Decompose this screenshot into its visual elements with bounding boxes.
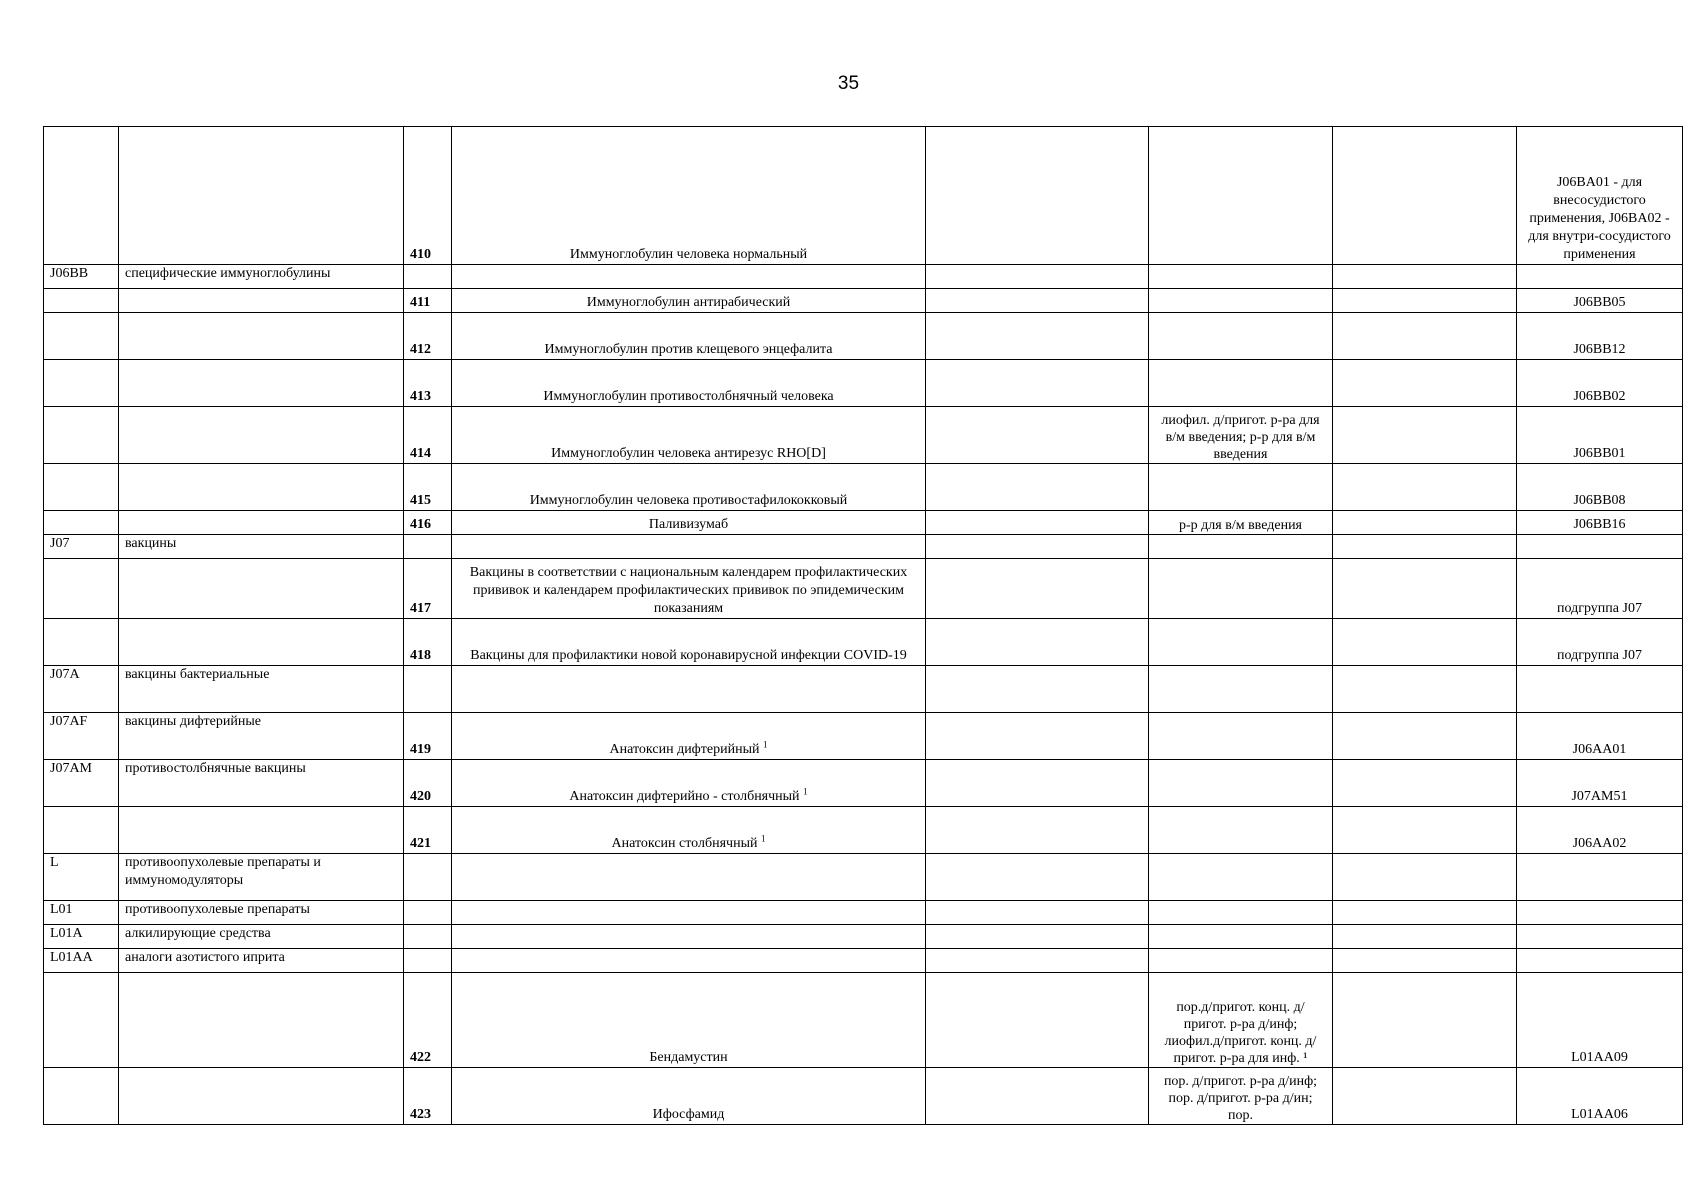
dosage-form-cell <box>1149 949 1333 973</box>
dosage-form-cell <box>1149 713 1333 760</box>
drug-name-cell <box>452 407 926 464</box>
drug-list-table <box>43 126 1683 1125</box>
atc-code-text: J07AM51 <box>1571 789 1628 804</box>
atc-code-text: подгруппа J07 <box>1557 648 1642 663</box>
table-row <box>44 760 1683 807</box>
table-row <box>44 360 1683 407</box>
row-group-text: противостолбнячные вакцины <box>125 761 306 776</box>
empty-cell <box>926 464 1149 511</box>
empty-cell <box>1333 127 1517 265</box>
empty-cell <box>1333 807 1517 854</box>
table-row <box>44 854 1683 901</box>
drug-name-text: Вакцины для профилактики новой коронавирусной инфекции COVID-19 <box>470 648 907 663</box>
row-code-text: L01 <box>50 902 73 917</box>
dosage-form-cell <box>1149 973 1333 1068</box>
drug-name-text: Иммуноглобулин человека нормальный <box>569 247 808 262</box>
empty-cell <box>926 511 1149 535</box>
empty-cell <box>1333 265 1517 289</box>
row-group-cell <box>119 760 404 807</box>
table-row <box>44 289 1683 313</box>
row-number-text: 414 <box>410 446 431 461</box>
empty-cell <box>1333 854 1517 901</box>
empty-cell <box>926 760 1149 807</box>
row-code-cell <box>44 925 119 949</box>
row-group-cell <box>119 901 404 925</box>
row-group-text: вакцины бактериальные <box>125 667 270 682</box>
row-group-cell <box>119 807 404 854</box>
empty-cell <box>926 407 1149 464</box>
row-number-cell <box>404 925 452 949</box>
drug-name-cell <box>452 127 926 265</box>
atc-code-cell <box>1517 619 1683 666</box>
table-row <box>44 511 1683 535</box>
drug-name-cell <box>452 464 926 511</box>
empty-cell <box>1333 360 1517 407</box>
empty-cell <box>1333 925 1517 949</box>
row-group-cell <box>119 313 404 360</box>
table-row <box>44 949 1683 973</box>
empty-cell <box>926 265 1149 289</box>
row-code-cell <box>44 127 119 265</box>
row-number-text: 422 <box>410 1050 431 1065</box>
empty-cell <box>926 854 1149 901</box>
atc-code-cell <box>1517 760 1683 807</box>
drug-name-text: Анатоксин столбнячный <box>611 836 758 851</box>
atc-code-cell <box>1517 901 1683 925</box>
row-group-cell <box>119 265 404 289</box>
row-group-cell <box>119 854 404 901</box>
drug-name-cell <box>452 535 926 559</box>
row-code-cell <box>44 511 119 535</box>
atc-code-cell <box>1517 464 1683 511</box>
row-code-cell <box>44 666 119 713</box>
drug-name-text: Анатоксин дифтерийный <box>609 742 760 757</box>
page-number: 35 <box>837 73 860 94</box>
row-code-text: L01A <box>50 926 83 941</box>
row-code-cell <box>44 807 119 854</box>
row-group-cell <box>119 464 404 511</box>
row-code-cell <box>44 901 119 925</box>
table-row <box>44 807 1683 854</box>
row-code-cell <box>44 313 119 360</box>
drug-name-text: Анатоксин дифтерийно - столбнячный <box>569 789 800 804</box>
row-group-text: вакцины <box>125 536 177 551</box>
row-group-cell <box>119 949 404 973</box>
empty-cell <box>926 289 1149 313</box>
atc-code-cell <box>1517 360 1683 407</box>
empty-cell <box>926 807 1149 854</box>
row-number-cell <box>404 666 452 713</box>
row-number-cell <box>404 713 452 760</box>
drug-name-cell <box>452 666 926 713</box>
empty-cell <box>1333 313 1517 360</box>
row-group-text: аналоги азотистого иприта <box>125 950 285 965</box>
empty-cell <box>1333 464 1517 511</box>
atc-code-text: J06BA01 - для внесосудистого применения, J06BA02 - для внутри-сосудистого применения <box>1528 175 1671 262</box>
empty-cell <box>1333 1068 1517 1125</box>
atc-code-text: J06BB12 <box>1573 342 1626 357</box>
dosage-form-text: лиофил. д/пригот. р-ра для в/м введения; р-р для в/м введения <box>1161 413 1320 462</box>
dosage-form-cell <box>1149 807 1333 854</box>
row-code-cell <box>44 407 119 464</box>
atc-code-cell <box>1517 265 1683 289</box>
row-number-text: 421 <box>410 836 431 851</box>
empty-cell <box>1333 559 1517 619</box>
dosage-form-text: р-р для в/м введения <box>1179 518 1302 533</box>
table-row <box>44 407 1683 464</box>
row-group-cell <box>119 713 404 760</box>
dosage-form-text: пор.д/пригот. конц. д/пригот. р-ра д/инф; лиофил.д/пригот. конц. д/пригот. р-ра для инф. ¹ <box>1164 1000 1317 1066</box>
atc-code-cell <box>1517 807 1683 854</box>
dosage-form-cell <box>1149 1068 1333 1125</box>
atc-code-cell <box>1517 289 1683 313</box>
atc-code-text: J06BB02 <box>1573 389 1626 404</box>
row-number-text: 418 <box>410 648 431 663</box>
atc-code-text: J06AA02 <box>1572 836 1627 851</box>
empty-cell <box>1333 619 1517 666</box>
row-number-text: 411 <box>410 295 431 310</box>
empty-cell <box>926 973 1149 1068</box>
row-number-cell <box>404 360 452 407</box>
empty-cell <box>1333 949 1517 973</box>
row-code-text: J07AF <box>50 714 88 729</box>
row-code-text: L01AA <box>50 950 93 965</box>
atc-code-cell <box>1517 973 1683 1068</box>
atc-code-cell <box>1517 559 1683 619</box>
row-number-text: 417 <box>410 601 431 616</box>
atc-code-cell <box>1517 127 1683 265</box>
row-number-text: 423 <box>410 1107 431 1122</box>
row-number-cell <box>404 619 452 666</box>
table-row <box>44 713 1683 760</box>
drug-name-cell <box>452 949 926 973</box>
empty-cell <box>926 559 1149 619</box>
row-code-cell <box>44 464 119 511</box>
row-code-cell <box>44 949 119 973</box>
table-row <box>44 265 1683 289</box>
row-number-cell <box>404 265 452 289</box>
empty-cell <box>1333 901 1517 925</box>
row-group-cell <box>119 619 404 666</box>
row-number-cell <box>404 559 452 619</box>
row-group-cell <box>119 559 404 619</box>
table-row <box>44 666 1683 713</box>
empty-cell <box>926 666 1149 713</box>
row-group-text: алкилирующие средства <box>125 926 271 941</box>
atc-code-text: J06BB08 <box>1573 493 1626 508</box>
empty-cell <box>926 313 1149 360</box>
dosage-form-cell <box>1149 265 1333 289</box>
row-code-text: J07 <box>50 536 70 551</box>
table-row <box>44 313 1683 360</box>
drug-name-cell <box>452 973 926 1068</box>
dosage-form-cell <box>1149 313 1333 360</box>
dosage-form-cell <box>1149 464 1333 511</box>
drug-name-text: Иммуноглобулин против клещевого энцефалита <box>544 342 833 357</box>
row-group-cell <box>119 973 404 1068</box>
atc-code-cell <box>1517 854 1683 901</box>
empty-cell <box>926 925 1149 949</box>
row-number-cell <box>404 511 452 535</box>
dosage-form-cell <box>1149 360 1333 407</box>
row-group-text: специфические иммуноглобулины <box>125 266 331 281</box>
empty-cell <box>926 360 1149 407</box>
empty-cell <box>1333 511 1517 535</box>
row-group-text: противоопухолевые препараты и иммуномодуляторы <box>125 855 321 888</box>
dosage-form-cell <box>1149 407 1333 464</box>
table-row <box>44 127 1683 265</box>
row-code-cell <box>44 854 119 901</box>
row-code-cell <box>44 619 119 666</box>
row-number-cell <box>404 535 452 559</box>
row-number-cell <box>404 949 452 973</box>
drug-name-text: Иммуноглобулин противостолбнячный человека <box>543 389 834 404</box>
dosage-form-cell <box>1149 127 1333 265</box>
dosage-form-cell <box>1149 666 1333 713</box>
drug-name-cell <box>452 619 926 666</box>
atc-code-cell <box>1517 949 1683 973</box>
table-row <box>44 619 1683 666</box>
atc-code-cell <box>1517 713 1683 760</box>
atc-code-cell <box>1517 511 1683 535</box>
row-code-cell <box>44 1068 119 1125</box>
row-code-cell <box>44 973 119 1068</box>
dosage-form-cell <box>1149 511 1333 535</box>
atc-code-text: J06BB16 <box>1573 517 1626 532</box>
empty-cell <box>1333 973 1517 1068</box>
drug-name-cell <box>452 360 926 407</box>
drug-name-cell <box>452 760 926 807</box>
row-code-text: J07A <box>50 667 80 682</box>
dosage-form-cell <box>1149 901 1333 925</box>
atc-code-text: подгруппа J07 <box>1557 601 1642 616</box>
drug-name-cell <box>452 559 926 619</box>
table-row <box>44 901 1683 925</box>
atc-code-text: J06BB05 <box>1573 295 1626 310</box>
drug-name-cell <box>452 265 926 289</box>
row-number-text: 415 <box>410 493 431 508</box>
row-number-cell <box>404 127 452 265</box>
atc-code-cell <box>1517 535 1683 559</box>
atc-code-cell <box>1517 407 1683 464</box>
row-number-cell <box>404 1068 452 1125</box>
drug-name-text: Иммуноглобулин антирабический <box>586 295 791 310</box>
row-group-cell <box>119 535 404 559</box>
row-number-cell <box>404 901 452 925</box>
row-group-cell <box>119 925 404 949</box>
row-number-text: 412 <box>410 342 431 357</box>
row-group-cell <box>119 289 404 313</box>
atc-code-text: L01AA09 <box>1571 1050 1628 1065</box>
drug-name-text: Паливизумаб <box>648 517 729 532</box>
drug-name-text: Иммуноглобулин человека антирезус RHO[D] <box>551 446 826 461</box>
empty-cell <box>1333 535 1517 559</box>
row-code-text: J07AM <box>50 761 93 776</box>
row-group-cell <box>119 407 404 464</box>
empty-cell <box>926 1068 1149 1125</box>
row-number-cell <box>404 973 452 1068</box>
drug-name-text: Иммуноглобулин человека противостафилококковый <box>529 493 848 508</box>
row-code-cell <box>44 535 119 559</box>
empty-cell <box>926 713 1149 760</box>
drug-name-text: Бендамустин <box>649 1050 728 1065</box>
dosage-form-cell <box>1149 535 1333 559</box>
row-number-text: 416 <box>410 517 431 532</box>
atc-code-text: J06BB01 <box>1573 446 1626 461</box>
empty-cell <box>926 949 1149 973</box>
empty-cell <box>1333 760 1517 807</box>
footnote-marker: 1 <box>760 833 766 844</box>
drug-name-cell <box>452 289 926 313</box>
drug-name-cell <box>452 854 926 901</box>
empty-cell <box>926 619 1149 666</box>
atc-code-text: J06AA01 <box>1572 742 1627 757</box>
atc-code-text: L01AA06 <box>1571 1107 1628 1122</box>
dosage-form-cell <box>1149 854 1333 901</box>
row-code-cell <box>44 559 119 619</box>
row-code-text: L <box>50 855 59 870</box>
row-code-cell <box>44 265 119 289</box>
row-number-cell <box>404 807 452 854</box>
table-row <box>44 559 1683 619</box>
row-code-cell <box>44 713 119 760</box>
empty-cell <box>926 127 1149 265</box>
dosage-form-cell <box>1149 619 1333 666</box>
row-group-cell <box>119 1068 404 1125</box>
atc-code-cell <box>1517 666 1683 713</box>
row-group-text: вакцины дифтерийные <box>125 714 261 729</box>
dosage-form-cell <box>1149 925 1333 949</box>
table-row <box>44 1068 1683 1125</box>
dosage-form-cell <box>1149 559 1333 619</box>
row-number-cell <box>404 854 452 901</box>
row-number-cell <box>404 464 452 511</box>
row-group-text: противоопухолевые препараты <box>125 902 310 917</box>
footnote-marker: 1 <box>762 739 768 750</box>
table-row <box>44 464 1683 511</box>
dosage-form-text: пор. д/пригот. р-ра д/инф; пор. д/пригот. р-ра д/ин; пор. <box>1163 1074 1318 1123</box>
row-number-cell <box>404 313 452 360</box>
empty-cell <box>1333 289 1517 313</box>
drug-name-cell <box>452 925 926 949</box>
row-number-cell <box>404 289 452 313</box>
row-group-cell <box>119 511 404 535</box>
row-code-text: J06BB <box>50 266 89 281</box>
atc-code-cell <box>1517 925 1683 949</box>
empty-cell <box>1333 713 1517 760</box>
row-number-cell <box>404 760 452 807</box>
empty-cell <box>1333 407 1517 464</box>
dosage-form-cell <box>1149 760 1333 807</box>
drug-name-text: Ифосфамид <box>652 1107 725 1122</box>
row-code-cell <box>44 360 119 407</box>
row-group-cell <box>119 127 404 265</box>
table-row <box>44 973 1683 1068</box>
row-number-text: 410 <box>410 247 431 262</box>
empty-cell <box>926 535 1149 559</box>
row-group-cell <box>119 360 404 407</box>
row-number-cell <box>404 407 452 464</box>
row-code-cell <box>44 760 119 807</box>
row-group-cell <box>119 666 404 713</box>
empty-cell <box>926 901 1149 925</box>
drug-name-cell <box>452 713 926 760</box>
drug-name-cell <box>452 1068 926 1125</box>
row-number-text: 419 <box>410 742 431 757</box>
atc-code-cell <box>1517 313 1683 360</box>
row-number-text: 413 <box>410 389 431 404</box>
empty-cell <box>1333 666 1517 713</box>
drug-name-cell <box>452 313 926 360</box>
dosage-form-cell <box>1149 289 1333 313</box>
drug-name-text: Вакцины в соответствии с национальным календарем профилактических прививок и календарем профилактических прививок по эпидемическим показаниям <box>469 565 908 616</box>
atc-code-cell <box>1517 1068 1683 1125</box>
drug-name-cell <box>452 511 926 535</box>
row-code-cell <box>44 289 119 313</box>
drug-name-cell <box>452 807 926 854</box>
drug-name-cell <box>452 901 926 925</box>
row-number-text: 420 <box>410 789 431 804</box>
footnote-marker: 1 <box>803 786 808 797</box>
table-row <box>44 925 1683 949</box>
table-row <box>44 535 1683 559</box>
